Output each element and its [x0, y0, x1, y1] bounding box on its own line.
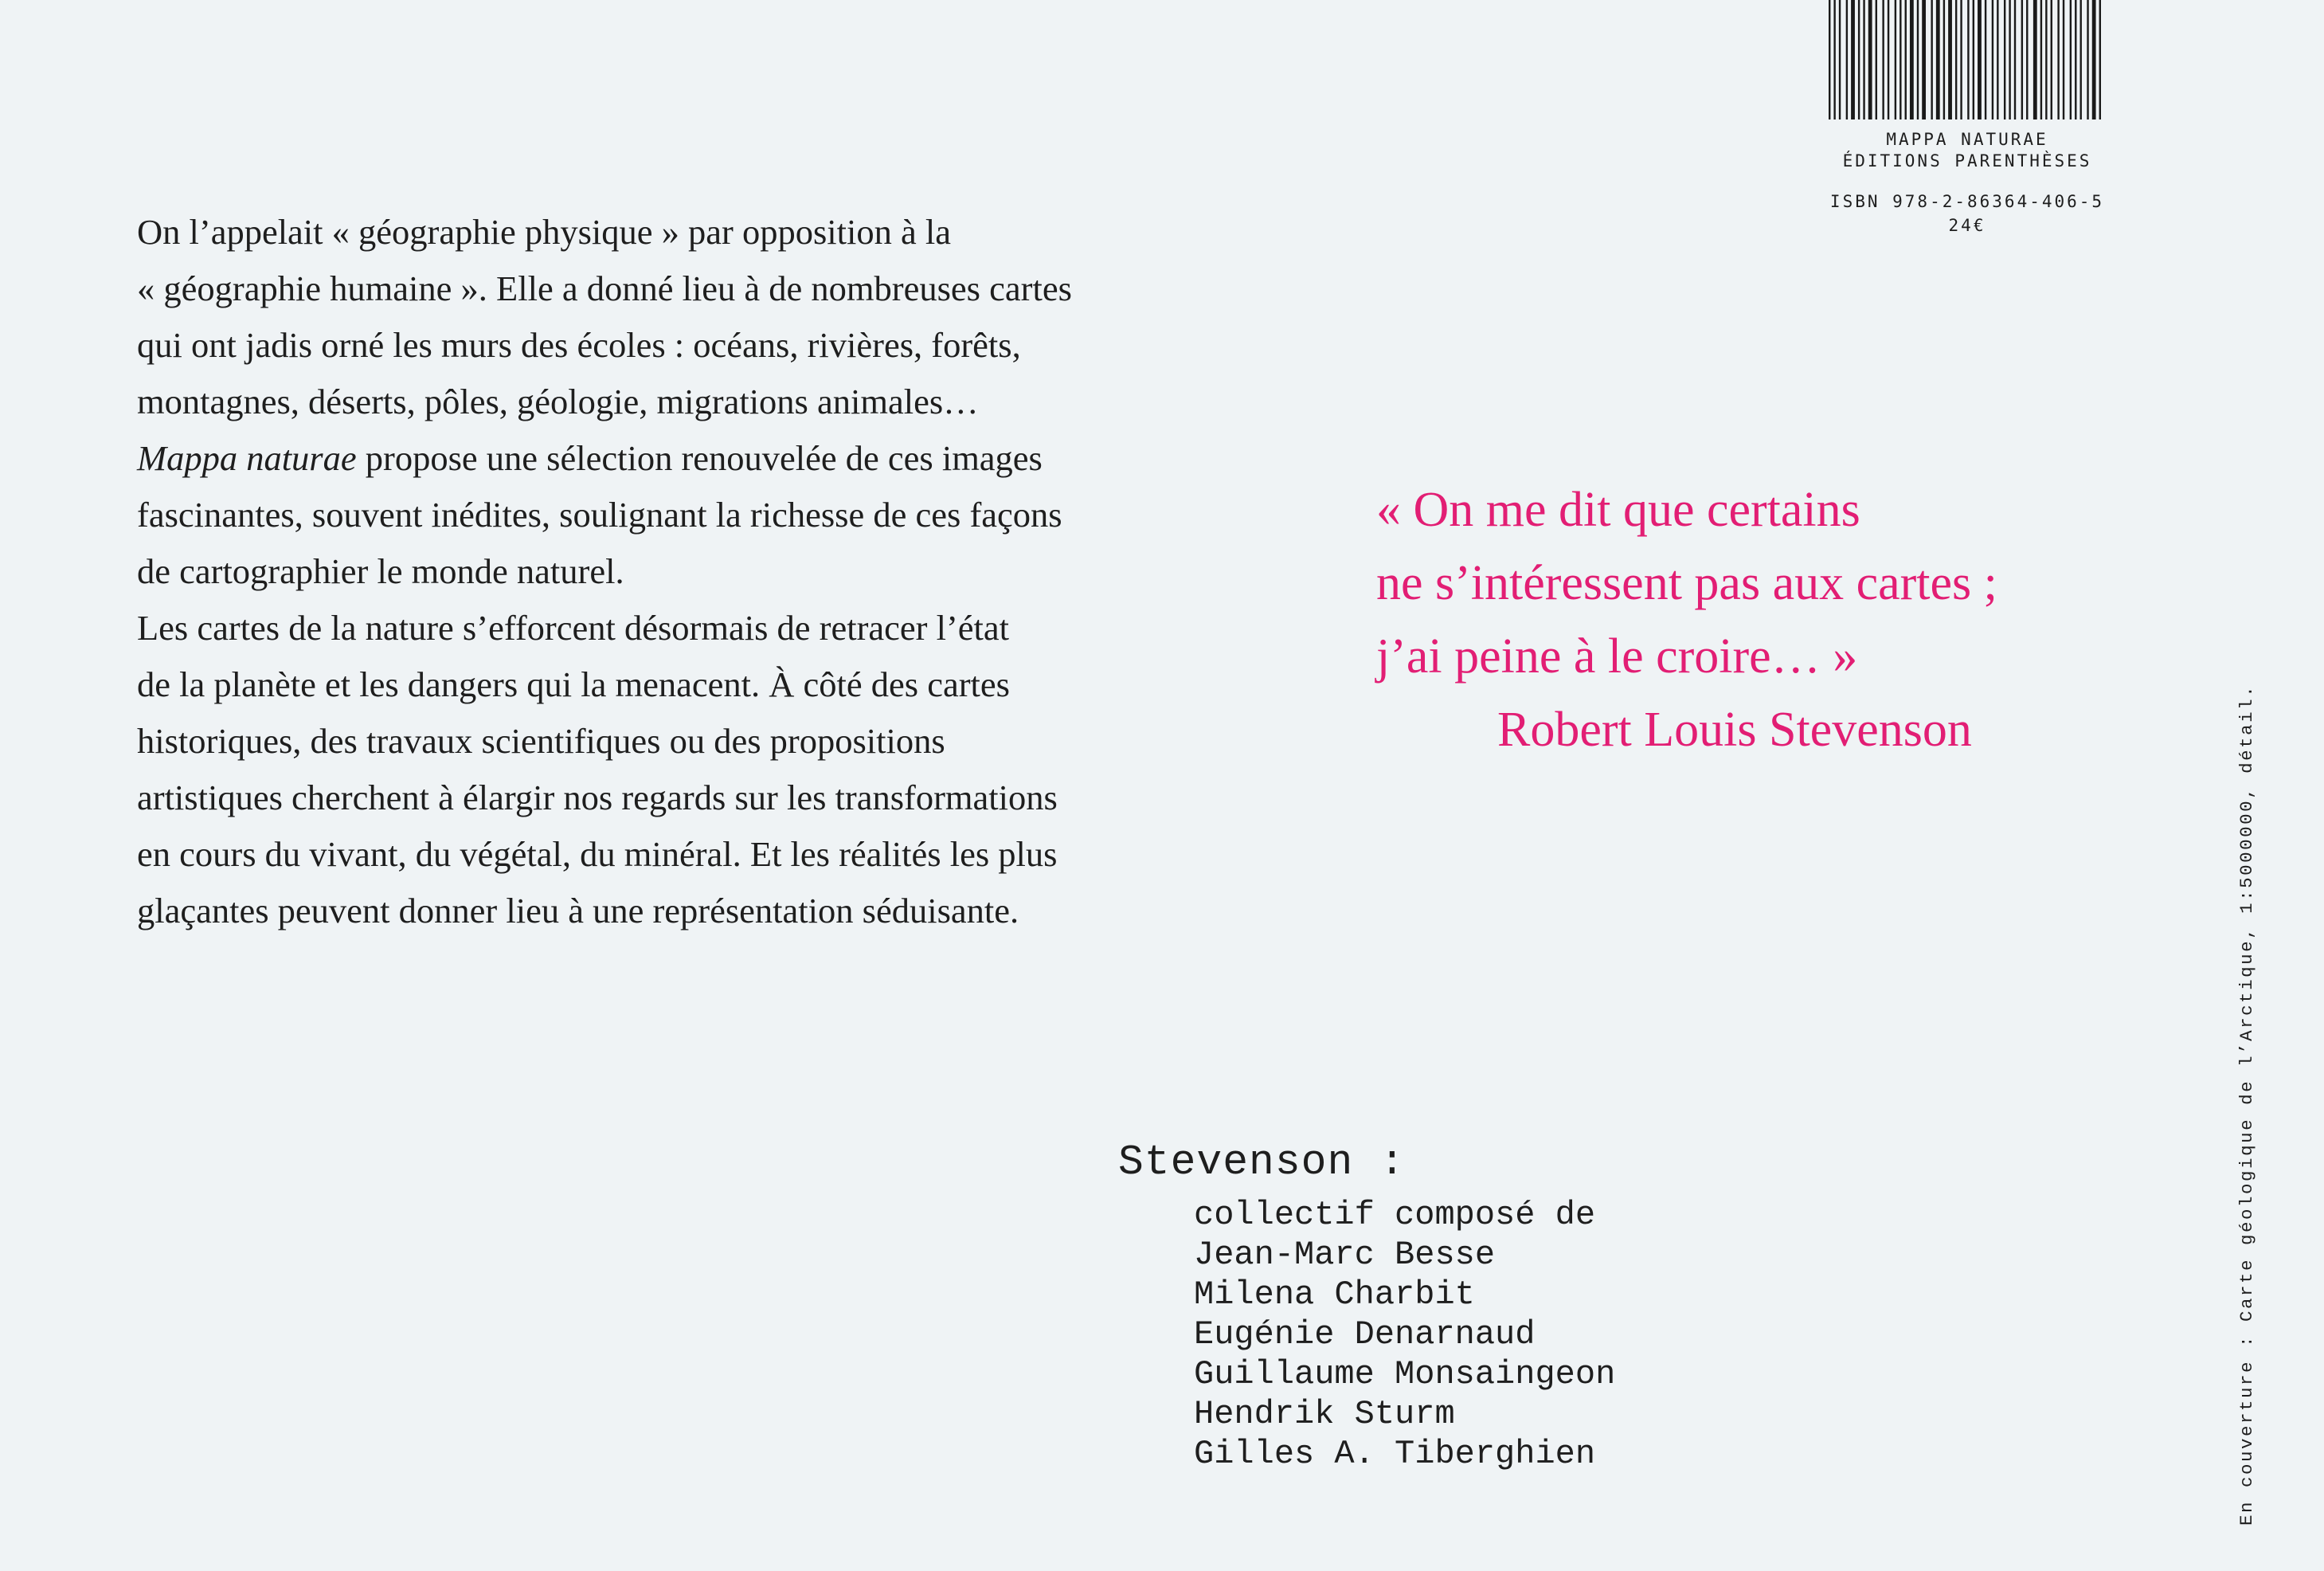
blurb-line: « géographie humaine ». Elle a donné lieu à de nombreuses cartes	[137, 268, 1072, 308]
barcode-bar	[1882, 0, 1884, 119]
blurb-line: historiques, des travaux scientifiques ou des propositions	[137, 721, 945, 761]
barcode-bar	[1846, 0, 1848, 119]
blurb-line: artistiques cherchent à élargir nos regards sur les transformations	[137, 778, 1058, 817]
barcode-bar	[1839, 0, 1841, 119]
author-name: Jean-Marc Besse	[1194, 1236, 1496, 1274]
series-name: MAPPA NATURAE	[1886, 130, 2048, 149]
barcode-bar	[1888, 0, 1889, 119]
publisher-name: ÉDITIONS PARENTHÈSES	[1842, 151, 2092, 170]
barcode-bar	[1967, 0, 1969, 119]
blurb-line	[137, 430, 1300, 487]
barcode-bar	[1997, 0, 1998, 119]
quote-author: Robert Louis Stevenson	[1497, 703, 1972, 757]
barcode-bar	[2026, 0, 2028, 119]
author-name: Eugénie Denarnaud	[1194, 1315, 1536, 1354]
authors-intro: collectif composé de	[1194, 1196, 1596, 1234]
blurb-line: glaçantes peuvent donner lieu à une représentation séduisante.	[137, 891, 1019, 930]
barcode-bar	[1858, 0, 1860, 119]
blurb-text	[137, 204, 1300, 939]
barcode-bar	[2014, 0, 2016, 119]
barcode-bar	[2087, 0, 2088, 119]
publisher-block	[1784, 129, 2150, 172]
barcode-bar	[1863, 0, 1864, 119]
barcode-bar	[1876, 0, 1877, 119]
blurb-line: qui ont jadis orné les murs des écoles : océans, rivières, forêts,	[137, 325, 1021, 365]
isbn: ISBN 978-2-86364-406-5	[1829, 192, 2105, 211]
author-name: Hendrik Sturm	[1194, 1395, 1455, 1433]
barcode-bar	[1978, 0, 1982, 119]
cover-caption: En couverture : Carte géologique de l’Arctique, 1:5000000, détail.	[2236, 684, 2257, 1526]
authors-heading: Stevenson :	[1118, 1138, 1406, 1186]
barcode-bar	[1936, 0, 1940, 119]
barcode	[1829, 0, 2104, 119]
isbn-block	[1784, 190, 2150, 237]
barcode-bar	[1943, 0, 1945, 119]
quote-line: « On me dit que certains	[1376, 483, 1860, 537]
barcode-bar	[2033, 0, 2037, 119]
barcode-bar	[1910, 0, 1914, 119]
blurb-line: montagnes, déserts, pôles, géologie, migrations animales…	[137, 382, 979, 421]
barcode-bar	[1905, 0, 1907, 119]
barcode-bar	[1895, 0, 1896, 119]
blurb-line: fascinantes, souvent inédites, soulignant la richesse de ces façons	[137, 495, 1062, 535]
barcode-bar	[1868, 0, 1872, 119]
blurb-line: Les cartes de la nature s’efforcent désormais de retracer l’état	[137, 608, 1010, 648]
barcode-bar	[1973, 0, 1974, 119]
barcode-bar	[2070, 0, 2072, 119]
barcode-bar	[2040, 0, 2042, 119]
barcode-bar	[2057, 0, 2059, 119]
authors-list	[1194, 1195, 1615, 1474]
barcode-bar	[2099, 0, 2101, 119]
pull-quote	[1376, 473, 1997, 766]
quote-line: j’ai peine à le croire… »	[1376, 629, 1858, 684]
barcode-bar	[2051, 0, 2052, 119]
barcode-bar	[1922, 0, 1926, 119]
author-name: Gilles A. Tiberghien	[1194, 1435, 1596, 1473]
price: 24€	[1948, 216, 1986, 235]
blurb-line: de cartographier le monde naturel.	[137, 551, 624, 591]
blurb-line-rest: propose une sélection renouvelée de ces images	[356, 438, 1043, 478]
author-name: Guillaume Monsaingeon	[1194, 1355, 1616, 1393]
blurb-line: On l’appelait « géographie physique » par opposition à la	[137, 212, 952, 252]
barcode-bar	[1960, 0, 1962, 119]
blurb-line: de la planète et les dangers qui la menacent. À côté des cartes	[137, 664, 1010, 704]
barcode-bar	[1955, 0, 1957, 119]
barcode-bar	[1851, 0, 1855, 119]
barcode-bar	[2063, 0, 2064, 119]
barcode-bar	[2045, 0, 2047, 119]
barcode-bar	[1985, 0, 1986, 119]
barcode-bar	[1931, 0, 1932, 119]
author-name: Milena Charbit	[1194, 1275, 1475, 1314]
barcode-bar	[1917, 0, 1919, 119]
barcode-bar	[2004, 0, 2005, 119]
barcode-bar	[2009, 0, 2010, 119]
blurb-line: en cours du vivant, du végétal, du minéral. Et les réalités les plus	[137, 834, 1058, 874]
barcode-bar	[2092, 0, 2096, 119]
barcode-bar	[1829, 0, 1830, 119]
barcode-bar	[2079, 0, 2081, 119]
barcode-bar	[1948, 0, 1952, 119]
barcode-bar	[1992, 0, 1993, 119]
book-title: Mappa naturae	[137, 438, 357, 478]
barcode-bar	[1899, 0, 1901, 119]
barcode-bar	[2075, 0, 2076, 119]
authors-block	[1118, 1134, 1615, 1474]
barcode-bar	[2021, 0, 2023, 119]
barcode-bar	[1833, 0, 1835, 119]
quote-line: ne s’intéressent pas aux cartes ;	[1376, 556, 1997, 610]
